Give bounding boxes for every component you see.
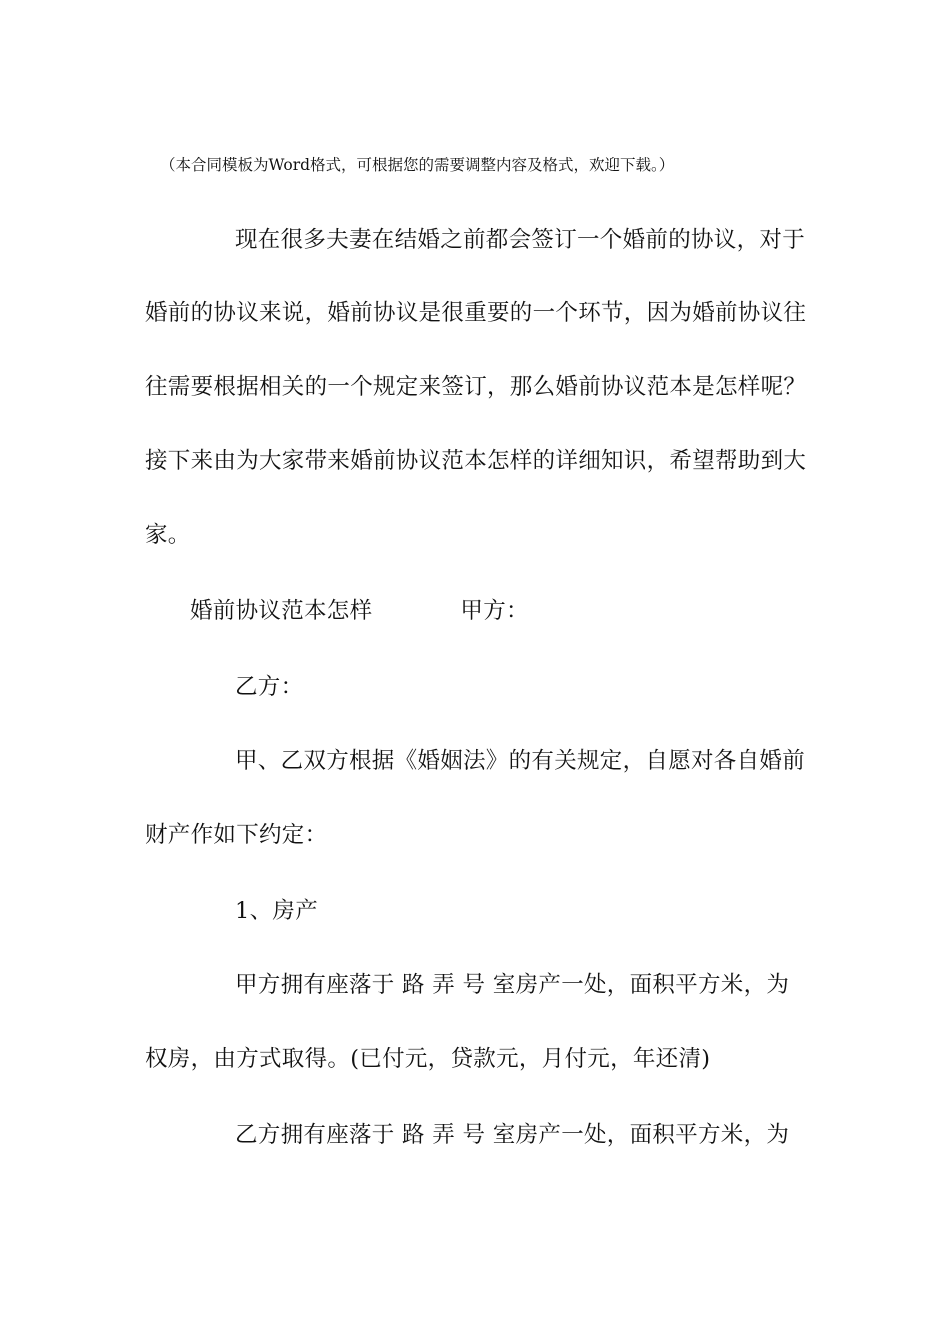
intro-line-4: 接下来由为大家带来婚前协议范本怎样的详细知识，希望帮助到大 (145, 448, 807, 474)
template-note: （本合同模板为Word格式，可根据您的需要调整内容及格式，欢迎下载。） (160, 156, 675, 174)
party-b-property-line-1: 乙方拥有座落于 路 弄 号 室房产一处，面积平方米，为 (235, 1122, 790, 1148)
section-1-title: 1、房产 (235, 898, 319, 924)
agreement-line-1: 甲、乙双方根据《婚姻法》的有关规定，自愿对各自婚前 (235, 748, 806, 774)
party-a-label: 甲方： (460, 598, 529, 624)
heading-row (190, 596, 850, 626)
agreement-line-2: 财产作如下约定： (145, 822, 328, 848)
document-heading: 婚前协议范本怎样 (190, 598, 373, 624)
intro-line-3: 往需要根据相关的一个规定来签订，那么婚前协议范本是怎样呢？ (145, 374, 807, 400)
intro-line-1: 现在很多夫妻在结婚之前都会签订一个婚前的协议，对于 (235, 227, 806, 253)
party-b-label: 乙方： (235, 674, 304, 700)
party-a-property-line-2: 权房，由方式取得。(已付元，贷款元，月付元，年还清) (145, 1046, 711, 1072)
party-a-property-line-1: 甲方拥有座落于 路 弄 号 室房产一处，面积平方米，为 (235, 972, 790, 998)
intro-line-5: 家。 (145, 522, 191, 548)
intro-line-2: 婚前的协议来说，婚前协议是很重要的一个环节，因为婚前协议往 (145, 300, 807, 326)
